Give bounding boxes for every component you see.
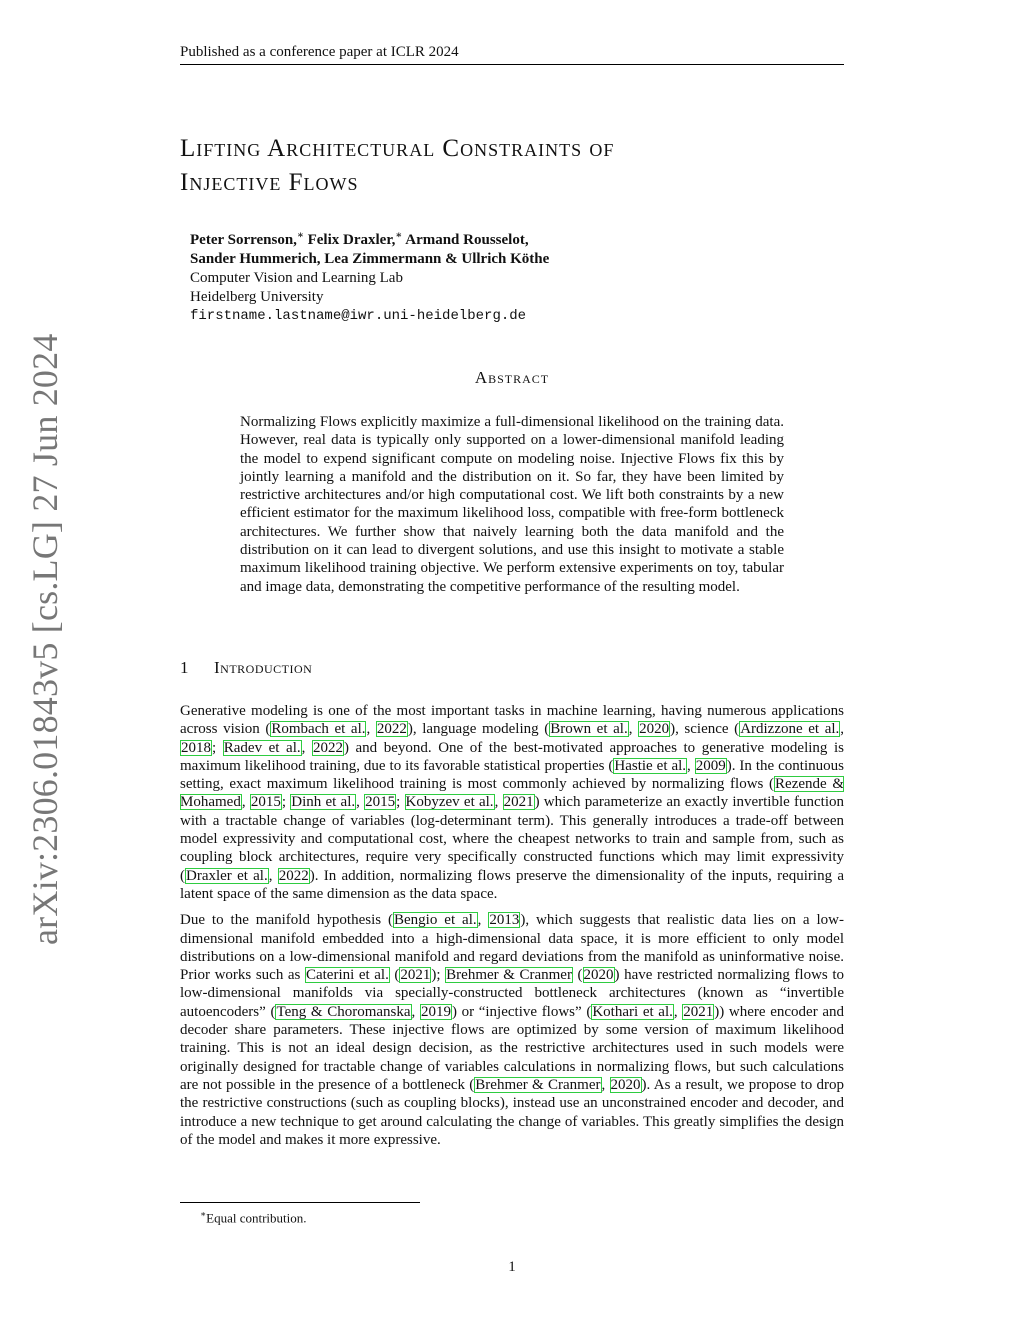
text: , (494, 794, 503, 811)
citation-link[interactable]: Bengio et al. (394, 912, 477, 929)
text: ) have restricted normalizing flows to low-dimensional manifolds via specially-constructed bottleneck architectures (known as “invertible autoencoders” ( (180, 967, 845, 1020)
text: ) which parameterize an exactly invertible function with a tractable change of variables (log-determinant term). This generally introduces a trade-off between model expressivity and computational cost, where the cheapest networks to train and sample from, such as coupling block architectures, require very specifically constructed functions which may limit expressivity ( (180, 794, 845, 884)
author-3: Armand Rousselot, (405, 232, 529, 248)
citation-link[interactable]: 2020 (639, 721, 670, 738)
author-block (190, 226, 830, 326)
text: , (366, 721, 376, 738)
citation-link[interactable]: Teng & Choromanska (276, 1003, 411, 1020)
section-title: Introduction (214, 658, 313, 677)
text: ( (389, 967, 400, 984)
title-line-1: Lifting Architectural Constraints of (180, 135, 615, 162)
citation-link[interactable]: Rezende & Mohamed (180, 776, 844, 811)
text: ), science ( (670, 721, 740, 738)
affiliation-lab: Computer Vision and Learning Lab (190, 270, 403, 286)
equal-contribution-mark-1: ∗ (296, 230, 304, 241)
citation-link[interactable]: Caterini et al. (305, 967, 389, 984)
citation-link[interactable]: 2018 (181, 739, 211, 756)
citation-link[interactable]: 2009 (695, 757, 726, 774)
footnote-mark: ∗ (200, 1209, 207, 1219)
abstract-text: Normalizing Flows explicitly maximize a full-dimensional likelihood on the training data. However, real data is typically only supported on a lower-dimensional manifold leading the model to expend significant compute on modeling noise. Injective Flows fix this by jointly learning a manifold and the distribution on it. So far, they have been limited by restrictive architectures and/or high computational cost. We lift both constraints by a new efficient estimator for the maximum likelihood loss, compatible with free-form bottleneck architectures. We further show that naively learning both the data manifold and the distribution on it can lead to divergent solutions, and use this insight to motivate a stable maximum likelihood training objective. We perform extensive experiments on toy, tabular and image data, demonstrating the competitive performance of the resulting model. (240, 414, 784, 595)
text: ; (281, 794, 291, 811)
page-number: 1 (508, 1259, 516, 1275)
text: ) and beyond. One of the best-motivated approaches to generative modeling is maximum likelihood training, due to its favorable statistical properties ( (180, 739, 845, 774)
text: )) where encoder and decoder share parameters. These injective flows are optimized by some version of maximum likelihood training. This is not an ideal design decision, as the restrictive architectures used in such models were originally designed for tractable change of variables calculations in normalizing flows, but such calculations are not possible in the presence of a bottleneck ( (180, 1003, 845, 1093)
citation-link[interactable]: 2022 (278, 867, 309, 884)
text: , (687, 757, 695, 774)
paper-title (180, 132, 844, 200)
footnote (200, 1209, 307, 1226)
citation-link[interactable]: 2019 (420, 1003, 451, 1020)
citation-link[interactable]: 2015 (250, 794, 281, 811)
citation-link[interactable]: 2022 (376, 721, 407, 738)
text: ); (431, 967, 446, 984)
text: , (411, 1003, 420, 1020)
citation-link[interactable]: Rombach et al. (271, 721, 366, 738)
text: ). In addition, normalizing flows preserve the dimensionality of the inputs, requiring a latent space of the same dimension as the data space. (180, 867, 844, 902)
citation-link[interactable]: Brehmer & Cranmer (446, 967, 572, 984)
citation-link[interactable]: 2020 (583, 967, 614, 984)
text: , (840, 721, 845, 738)
text: ), which suggests that realistic data lies on a low-dimensional manifold embedded into a high-dimensional data space, it is more efficient to only model distributions on a low-dimensional manifold and regard deviations from the manifold as uninformative noise. Prior works such as (180, 912, 844, 984)
text: , (301, 739, 312, 756)
footnote-divider (180, 1202, 420, 1203)
text: ; (396, 794, 405, 811)
running-header: Published as a conference paper at ICLR 2024 (180, 44, 844, 65)
text: ( (572, 967, 583, 984)
citation-link[interactable]: Kothari et al. (592, 1003, 673, 1020)
text: ; (212, 739, 223, 756)
affiliation-university: Heidelberg University (190, 289, 324, 305)
text: , (628, 721, 639, 738)
citation-link[interactable]: 2015 (365, 794, 396, 811)
citation-link[interactable]: Radev et al. (223, 739, 301, 756)
text: , (477, 912, 489, 929)
footnote-text: Equal contribution. (206, 1210, 307, 1226)
citation-link[interactable]: Dinh et al. (291, 794, 356, 811)
citation-link[interactable]: Brehmer & Cranmer (475, 1076, 601, 1093)
text: ). In the continuous setting, exact maximum likelihood training is most commonly achieved by normalizing flows ( (180, 757, 844, 793)
text: ), language modeling ( (407, 721, 550, 738)
text: ) or “injective flows” ( (451, 1003, 592, 1020)
author-email[interactable]: firstname.lastname@iwr.uni-heidelberg.de (190, 308, 527, 324)
citation-link[interactable]: 2021 (683, 1003, 714, 1020)
arxiv-stamp[interactable]: arXiv:2306.01843v5 [cs.LG] 27 Jun 2024 (25, 333, 65, 945)
citation-link[interactable]: Kobyzev et al. (405, 794, 494, 811)
citation-link[interactable]: 2022 (312, 739, 343, 756)
citation-link[interactable]: Brown et al. (550, 721, 628, 738)
author-line-2: Sander Hummerich, Lea Zimmermann & Ullrich Köthe (190, 251, 550, 267)
citation-link[interactable]: Draxler et al. (186, 867, 268, 884)
citation-link[interactable]: 2021 (503, 794, 534, 811)
paragraph-2 (180, 911, 844, 1149)
introduction-body (180, 702, 844, 1157)
text: Generative modeling is one of the most important tasks in machine learning, having numerous applications across vision ( (180, 703, 844, 738)
text: Due to the manifold hypothesis ( (180, 912, 394, 929)
citation-link[interactable]: Hastie et al. (614, 757, 687, 774)
text: , (268, 867, 278, 884)
section-number: 1 (180, 658, 189, 677)
text: , (601, 1076, 610, 1093)
text: , (241, 794, 250, 811)
equal-contribution-mark-2: ∗ (395, 230, 403, 241)
text: , (673, 1003, 683, 1020)
citation-link[interactable]: 2013 (489, 912, 520, 929)
abstract-heading: Abstract (474, 368, 550, 387)
title-line-2: Injective Flows (180, 169, 359, 196)
citation-link[interactable]: 2020 (610, 1076, 641, 1093)
author-1: Peter Sorrenson, (190, 232, 297, 248)
author-2: Felix Draxler, (307, 232, 396, 248)
paragraph-1 (180, 702, 844, 903)
section-heading-introduction (180, 658, 844, 678)
citation-link[interactable]: 2021 (400, 967, 431, 984)
text: , (356, 794, 365, 811)
citation-link[interactable]: Ardizzone et al. (740, 721, 840, 738)
text: ). As a result, we propose to drop the restrictive constructions (such as coupling blocks), instead use an unconstrained encoder and decoder, and introduce a new technique to get around calculating the change of variables. This greatly simplifies the design of the model and makes it more expressive. (180, 1076, 845, 1148)
